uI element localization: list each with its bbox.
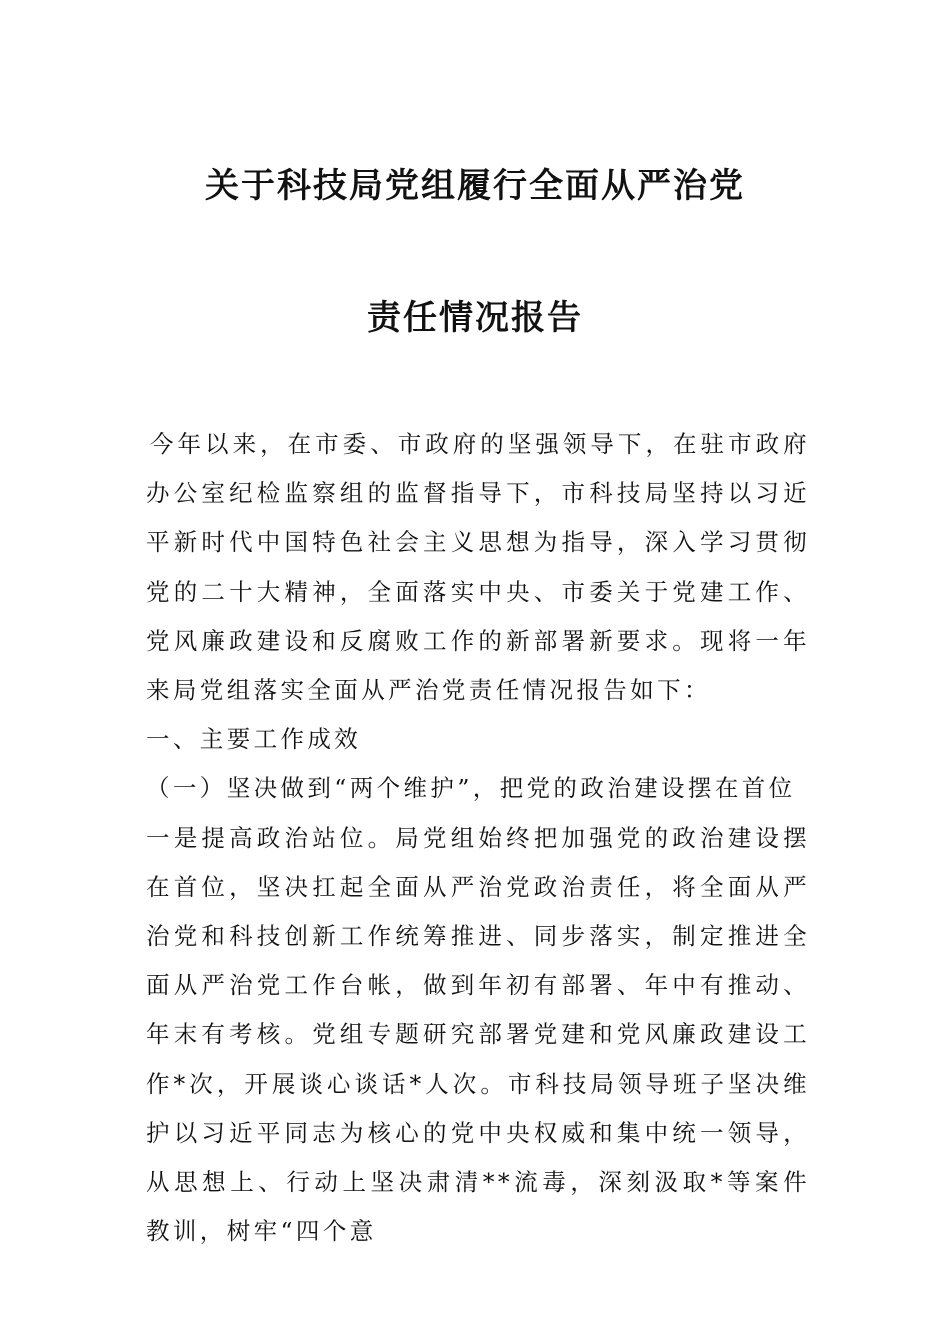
document-title-line-2: 责任情况报告 [367,298,583,338]
intro-paragraph: 今年以来，在市委、市政府的坚强领导下，在驻市政府办公室纪检监察组的监督指导下，市科技局坚持以习近平新时代中国特色社会主义思想为指导，深入学习贯彻党的二十大精神，全面落实中央、市委关于党建工作、党风廉政建设和反腐败工作的新部署新要求。现将一年来局党组落实全面从严治党责任情况报告如下： [146,430,810,705]
body-paragraph: 一是提高政治站位。局党组始终把加强党的政治建设摆在首位，坚决扛起全面从严治党政治责任，将全面从严治党和科技创新工作统筹推进、同步落实，制定推进全面从严治党工作台帐，做到年初有部署、年中有推动、年末有考核。党组专题研究部署党建和党风廉政建设工作*次，开展谈心谈话*人次。市科技局领导班子坚决维护以习近平同志为核心的党中央权威和集中统一领导，从思想上、行动上坚决肃清**流毒，深刻汲取*等案件教训，树牢“四个意 [146,823,810,1246]
subsection-heading: （一）坚决做到“两个维护”，把党的政治建设摆在首位 [146,774,796,803]
document-title-line-1: 关于科技局党组履行全面从严治党 [205,166,745,206]
section-heading: 一、主要工作成效 [146,725,362,754]
document-body [146,420,810,1256]
